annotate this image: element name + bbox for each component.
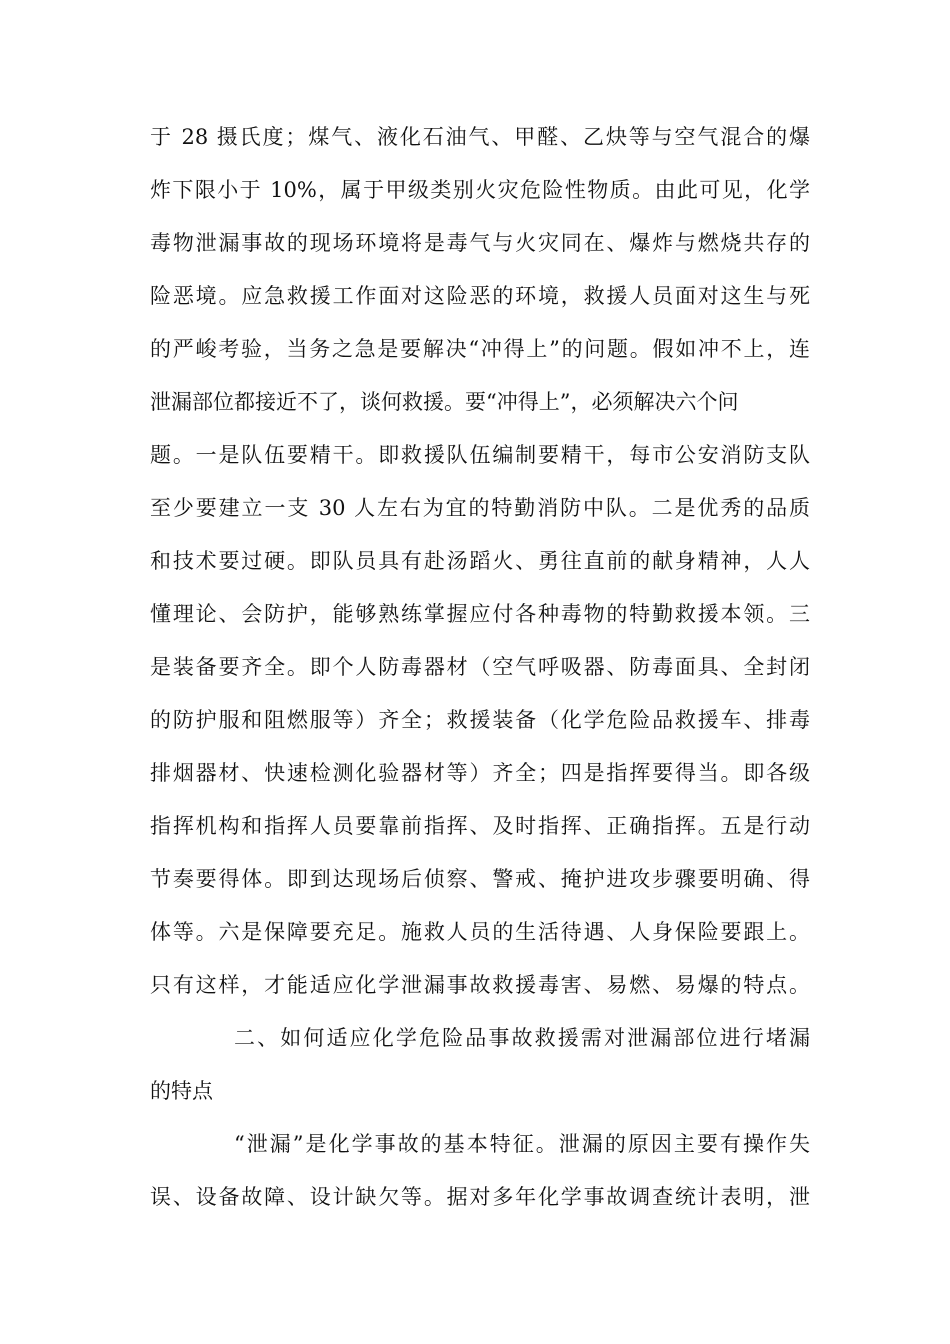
text-line-8: 至少要建立一支 30 人左右为宜的特勤消防中队。二是优秀的品质: [150, 496, 810, 520]
text-line-6: 泄漏部位都接近不了，谈何救援。要“冲得上”，必须解决六个问: [150, 390, 739, 414]
text-line-14: 指挥机构和指挥人员要靠前指挥、及时指挥、正确指挥。五是行动: [150, 814, 810, 838]
text-line-13: 排烟器材、快速检测化验器材等）齐全；四是指挥要得当。即各级: [150, 761, 810, 785]
text-line-10: 懂理论、会防护，能够熟练掌握应付各种毒物的特勤救援本领。三: [150, 602, 810, 626]
section-heading-line-1: 二、如何适应化学危险品事故救援需对泄漏部位进行堵漏: [234, 1026, 810, 1050]
section-heading-line-2: 的特点: [150, 1079, 213, 1103]
text-line-17: 只有这样，才能适应化学泄漏事故救援毒害、易燃、易爆的特点。: [150, 973, 810, 997]
text-line-19: 误、设备故障、设计缺欠等。据对多年化学事故调查统计表明，泄: [150, 1185, 810, 1209]
text-line-5: 的严峻考验，当务之急是要解决“冲得上”的问题。假如冲不上，连: [150, 337, 810, 361]
text-line-18: “泄漏”是化学事故的基本特征。泄漏的原因主要有操作失: [234, 1132, 810, 1156]
text-line-15: 节奏要得体。即到达现场后侦察、警戒、掩护进攻步骤要明确、得: [150, 867, 810, 891]
text-line-2: 炸下限小于 10%，属于甲级类别火灾危险性物质。由此可见，化学: [150, 178, 810, 202]
text-line-3: 毒物泄漏事故的现场环境将是毒气与火灾同在、爆炸与燃烧共存的: [150, 231, 810, 255]
text-line-16: 体等。六是保障要充足。施救人员的生活待遇、人身保险要跟上。: [150, 920, 810, 944]
text-line-4: 险恶境。应急救援工作面对这险恶的环境，救援人员面对这生与死: [150, 284, 810, 308]
text-line-7: 题。一是队伍要精干。即救援队伍编制要精干，每市公安消防支队: [150, 443, 810, 467]
text-line-12: 的防护服和阻燃服等）齐全；救援装备（化学危险品救援车、排毒: [150, 708, 810, 732]
text-line-9: 和技术要过硬。即队员具有赴汤蹈火、勇往直前的献身精神，人人: [150, 549, 810, 573]
text-line-1: 于 28 摄氏度；煤气、液化石油气、甲醛、乙炔等与空气混合的爆: [150, 125, 810, 149]
text-line-11: 是装备要齐全。即个人防毒器材（空气呼吸器、防毒面具、全封闭: [150, 655, 810, 679]
